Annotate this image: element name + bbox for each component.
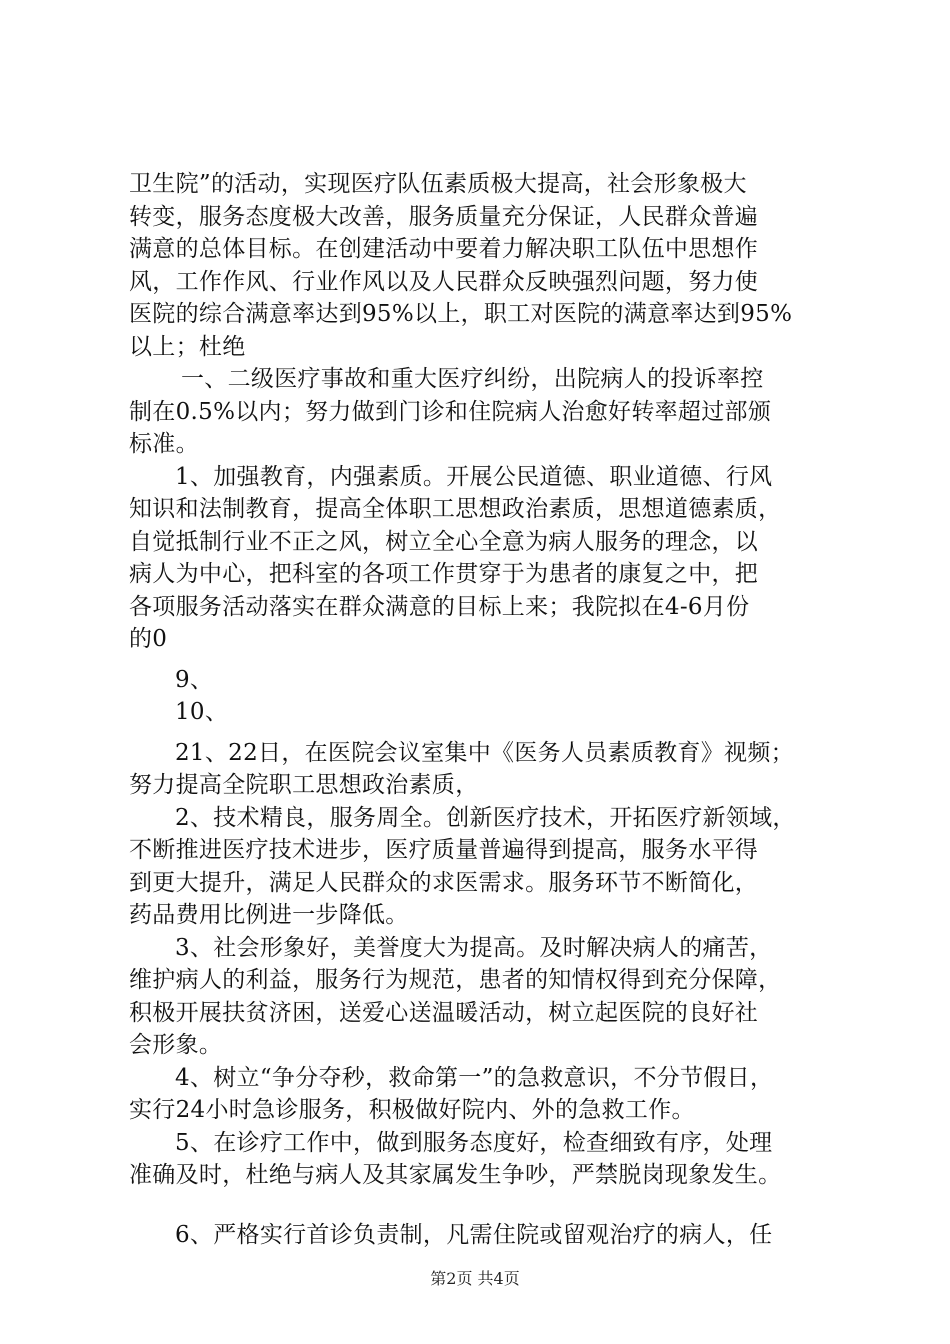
- text-line: 9、: [175, 666, 214, 693]
- text-line: 积极开展扶贫济困，送爱心送温暖活动，树立起医院的良好社: [129, 999, 759, 1026]
- text-line: 满意的总体目标。在创建活动中要着力解决职工队伍中思想作: [129, 236, 759, 262]
- text-line: 病人为中心，把科室的各项工作贯穿于为患者的康复之中，把: [129, 561, 759, 587]
- text-line: 4、树立“争分夺秒，救命第一”的急救意识，不分节假日，: [175, 1064, 774, 1091]
- document-body: [129, 168, 834, 1251]
- text-line: 自觉抵制行业不正之风，树立全心全意为病人服务的理念，以: [129, 528, 759, 555]
- text-line: 努力提高全院职工思想政治素质，: [129, 772, 479, 798]
- text-line: 会形象。: [129, 1032, 223, 1058]
- text-line: 6、严格实行首诊负责制，凡需住院或留观治疗的病人，任: [175, 1221, 773, 1248]
- text-line: 卫生院”的活动，实现医疗队伍素质极大提高，社会形象极大: [129, 171, 747, 197]
- text-line: 药品费用比例进一步降低。: [129, 902, 409, 928]
- text-line: 准确及时，杜绝与病人及其家属发生争吵，严禁脱岗现象发生。: [129, 1162, 782, 1188]
- page-number-footer: 第2页 共4页: [430, 1269, 520, 1288]
- text-line: 到更大提升，满足人民群众的求医需求。服务环节不断简化，: [129, 869, 759, 896]
- text-line: 21、22日，在医院会议室集中《医务人员素质教育》视频；: [175, 739, 794, 766]
- text-line: 的0: [129, 626, 168, 652]
- text-line: 1、加强教育，内强素质。开展公民道德、职业道德、行风: [175, 463, 773, 490]
- text-line: 5、在诊疗工作中，做到服务态度好，检查细致有序，处理: [175, 1129, 773, 1156]
- text-line: 一、二级医疗事故和重大医疗纠纷，出院病人的投诉率控: [181, 366, 764, 392]
- text-line: 10、: [175, 699, 229, 725]
- text-line: 各项服务活动落实在群众满意的目标上来；我院拟在4-6月份: [129, 593, 750, 620]
- text-line: 医院的综合满意率达到95%以上，职工对医院的满意率达到95%: [129, 301, 793, 327]
- text-line: 知识和法制教育，提高全体职工思想政治素质，思想道德素质，: [129, 496, 782, 522]
- text-line: 维护病人的利益，服务行为规范，患者的知情权得到充分保障，: [129, 967, 782, 993]
- text-line: 2、技术精良，服务周全。创新医疗技术，开拓医疗新领域，: [175, 804, 796, 831]
- text-line: 以上；杜绝: [129, 333, 246, 360]
- text-line: 3、社会形象好，美誉度大为提高。及时解决病人的痛苦，: [175, 934, 773, 961]
- text-line: 实行24小时急诊服务，积极做好院内、外的急救工作。: [129, 1097, 695, 1123]
- text-line: 风，工作作风、行业作风以及人民群众反映强烈问题，努力使: [129, 268, 759, 295]
- text-line: 不断推进医疗技术进步，医疗质量普遍得到提高，服务水平得: [129, 837, 759, 863]
- text-line: 标准。: [129, 431, 199, 457]
- text-line: 转变，服务态度极大改善，服务质量充分保证，人民群众普遍: [129, 203, 759, 230]
- text-line: 制在0.5%以内；努力做到门诊和住院病人治愈好转率超过部颁: [129, 398, 772, 425]
